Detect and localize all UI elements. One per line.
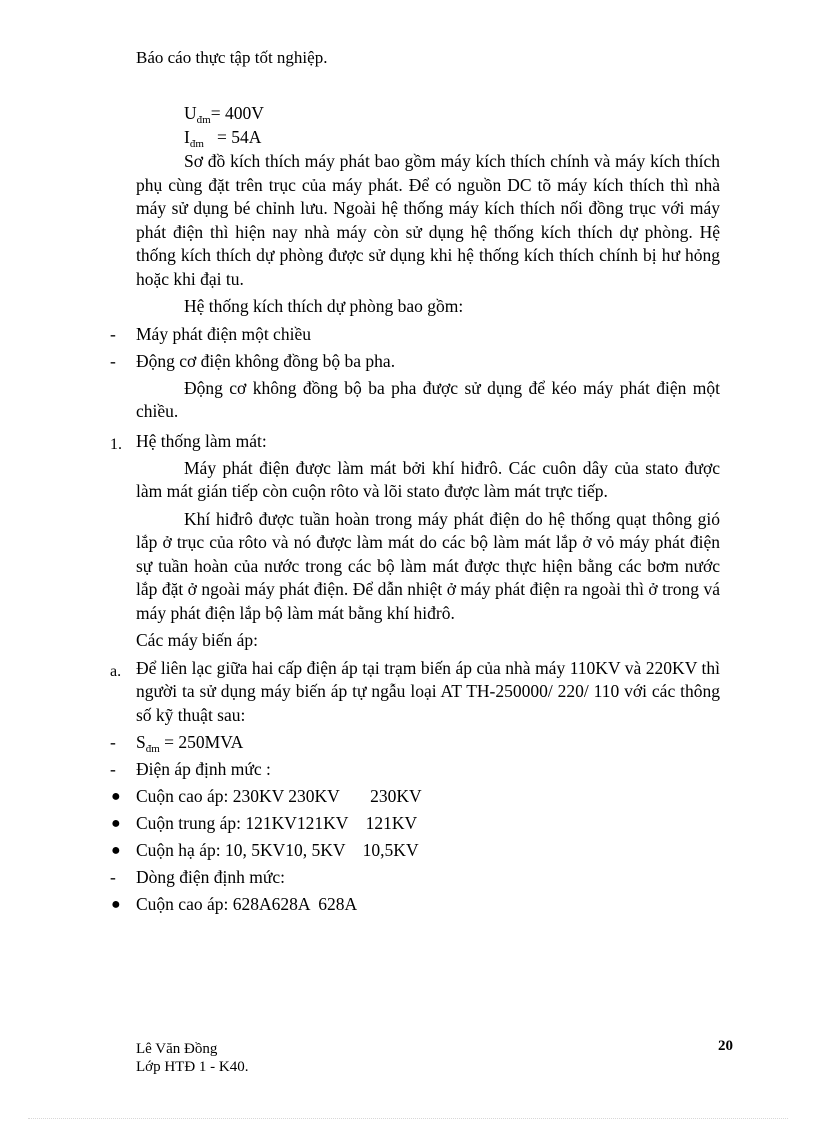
bullet-icon: ● — [111, 842, 121, 859]
dash-marker: - — [110, 759, 116, 779]
rated-current: $I_{đm}$ = 54A — [184, 127, 262, 150]
dash-marker: - — [110, 732, 116, 752]
cooling-paragraph-2: Khí hiđrô được tuần hoàn trong máy phát điện do hệ thống quạt thông gió lắp ở trục của rôto và nó được làm mát do các bộ làm mát lắp ở vỏ máy phát điện sự tuần hoàn của nước trong các bộ làm mát được thực hiện bằng các bơm nước lắp đặt ở ngoài máy phát điện. Để dẫn nhiệt ở máy phát điện ra ngoài thì ở trong vá máy phát điện lắp bộ làm mát bằng khí hiđrô. — [136, 508, 720, 623]
dash-marker: - — [110, 350, 116, 371]
footer-class: Lớp HTĐ 1 - K40. — [136, 1059, 249, 1075]
backup-intro: Hệ thống kích thích dự phòng bao gồm: — [184, 296, 464, 316]
page-number: 20 — [718, 1038, 733, 1054]
excitation-paragraph: Sơ đồ kích thích máy phát bao gồm máy kích thích chính và máy kích thích phụ cùng đặt trên trục của máy phát. Để có nguồn DC tõ máy kích thích thì nhà máy sử dụng bé chỉnh lưu. Ngoài hệ thống máy kích thích nối đồng trục với máy phát điện thì hiện nay nhà máy còn sử dụng hệ thống kích thích dự phòng. Hệ thống kích thích dự phòng được sử dụng khi hệ thống kích thích chính bị hư hỏng hoặc khi đại tu. — [136, 151, 720, 289]
list-item: ● Cuộn trung áp: 121KV121KV 121KV — [136, 812, 720, 839]
dash-marker: - — [110, 867, 116, 887]
motor-paragraph: Động cơ không đồng bộ ba pha được sử dụng để kéo máy phát điện một chiều. — [136, 377, 720, 421]
bullet-icon: ● — [111, 815, 121, 832]
transformer-a-item: a. Để liên lạc giữa hai cấp điện áp tại trạm biến áp của nhà máy 110KV và 220KV thì người ta sử dụng máy biến áp tự ngẫu loại AT TH-250000/ 220/ 110 với các thông số kỹ thuật sau: — [110, 657, 720, 725]
current-label: - Dòng điện định mức: — [136, 866, 720, 893]
subsection-letter: a. — [110, 662, 122, 680]
bullet-icon: ● — [111, 788, 121, 805]
section-number: 1. — [110, 435, 122, 453]
bottom-divider — [28, 1118, 788, 1119]
list-item: - Động cơ điện không đồng bộ ba pha. — [136, 350, 720, 377]
rated-power: - $S_{đm} = 250MVA$ — [110, 732, 244, 755]
list-item: ● Cuộn hạ áp: 10, 5KV10, 5KV 10,5KV — [136, 839, 720, 866]
page-content — [110, 102, 720, 920]
rated-voltage: $U_{đm}= 400V$ — [184, 103, 264, 126]
list-item: ● Cuộn cao áp: 230KV 230KV 230KV — [136, 785, 720, 812]
list-item: - Máy phát điện một chiều — [136, 323, 720, 350]
cooling-paragraph-1: Máy phát điện được làm mát bởi khí hiđrô. Các cuôn dây của stato được làm mát gián tiếp còn cuộn rôto và lõi stato được làm mát trực tiếp. — [136, 457, 720, 501]
footer-author: Lê Văn Đồng — [136, 1041, 218, 1057]
page-footer — [136, 1040, 249, 1076]
transformers-heading: Các máy biến áp: — [136, 630, 258, 650]
list-item: ● Cuộn cao áp: 628A628A 628A — [136, 893, 720, 920]
bullet-icon: ● — [111, 896, 121, 913]
voltage-label: - Điện áp định mức : — [136, 758, 720, 785]
dash-marker: - — [110, 323, 116, 344]
section-heading: 1. Hệ thống làm mát: — [136, 430, 720, 457]
page-header: Báo cáo thực tập tốt nghiệp. — [136, 48, 328, 67]
